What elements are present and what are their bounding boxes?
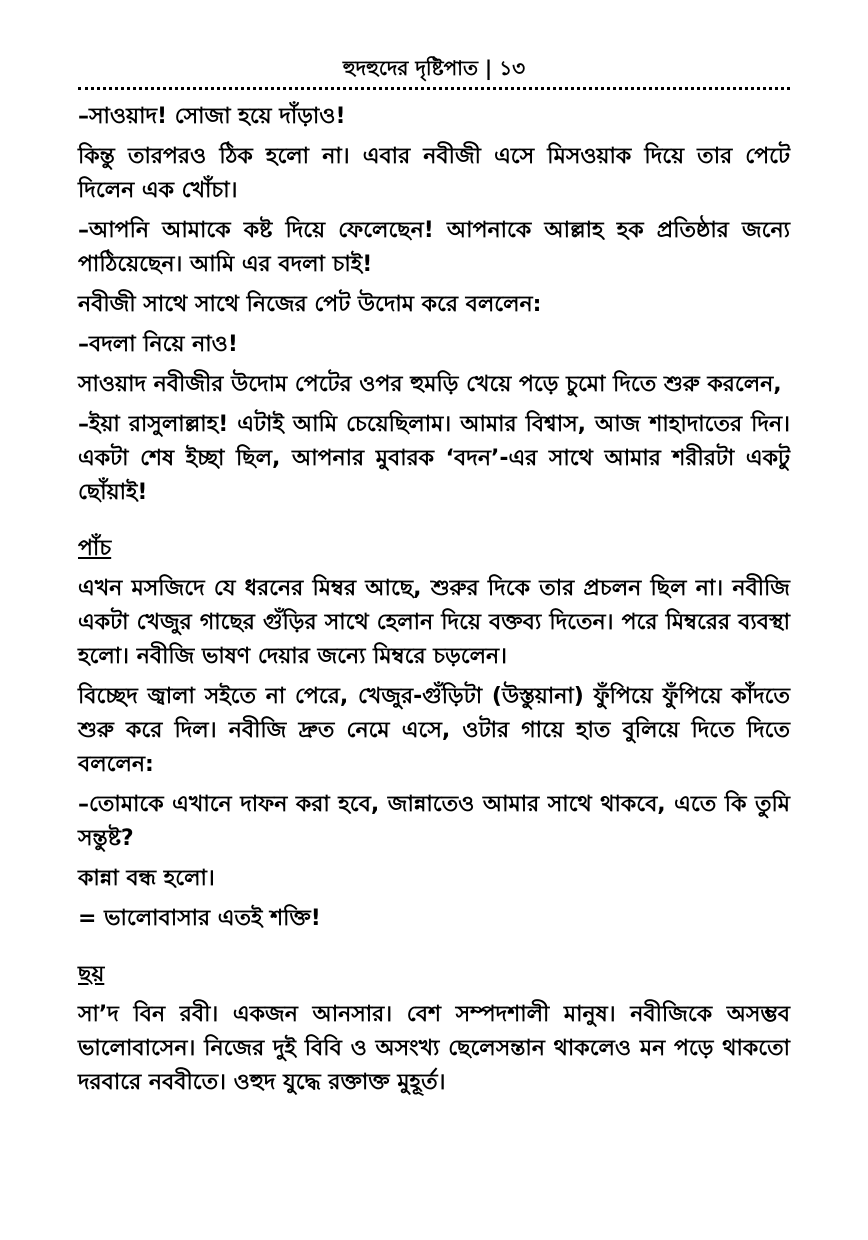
dialogue-line: –সাওয়াদ! সোজা হয়ে দাঁড়াও! bbox=[78, 104, 346, 129]
dialogue-line: –বদলা নিয়ে নাও! bbox=[78, 332, 238, 357]
paragraph: কিন্তু তারপরও ঠিক হলো না। এবার নবীজী এসে মিসওয়াক দিয়ে তার পেটে দিলেন এক খোঁচা। bbox=[78, 144, 790, 203]
dialogue-line: –তোমাকে এখানে দাফন করা হবে, জান্নাতেও আমার সাথে থাকবে, এতে কি তুমি সন্তুষ্ট? bbox=[78, 792, 790, 851]
dialogue-line: –ইয়া রাসুলাল্লাহ! এটাই আমি চেয়েছিলাম। আমার বিশ্বাস, আজ শাহাদাতের দিন। একটা শেষ ইচ্ছা ছিল, আপনার মুবারক ‘বদন’-এর সাথে আমার শরীরটা একটু ছোঁয়াই! bbox=[78, 412, 790, 505]
paragraph: নবীজী সাথে সাথে নিজের পেট উদোম করে বললেন: bbox=[78, 292, 542, 317]
section-heading: ছয় bbox=[78, 962, 105, 987]
paragraph: এখন মসজিদে যে ধরনের মিম্বর আছে, শুরুর দিকে তার প্রচলন ছিল না। নবীজি একটা খেজুর গাছের গুঁড়ির সাথে হেলান দিয়ে বক্তব্য দিতেন। পরে মিম্বরের ব্যবস্থা হলো। নবীজি ভাষণ দেয়ার জন্যে মিম্বরে চড়লেন। bbox=[78, 576, 790, 669]
section-heading: পাঁচ bbox=[78, 536, 112, 561]
page-content bbox=[78, 100, 790, 1100]
paragraph: সাওয়াদ নবীজীর উদোম পেটের ওপর হুমড়ি খেয়ে পড়ে চুমো দিতে শুরু করলেন, bbox=[78, 372, 782, 397]
paragraph: বিচ্ছেদ জ্বালা সইতে না পেরে, খেজুর-গুঁড়িটা (উস্তুয়ানা) ফুঁপিয়ে ফুঁপিয়ে কাঁদতে শুরু করে দিল। নবীজি দ্রুত নেমে এসে, ওটার গায়ে হাত বুলিয়ে দিতে দিতে বললেন: bbox=[78, 684, 790, 777]
paragraph: সা’দ বিন রবী। একজন আনসার। বেশ সম্পদশালী মানুষ। নবীজিকে অসম্ভব ভালোবাসেন। নিজের দুই বিবি ও অসংখ্য ছেলেসন্তান থাকলেও মন পড়ে থাকতো দরবারে নববীতে। ওহুদ যুদ্ধে রক্তাক্ত মুহূর্ত। bbox=[78, 1002, 790, 1095]
paragraph: = ভালোবাসার এতই শক্তি! bbox=[78, 906, 321, 931]
running-head: হুদহুদের দৃষ্টিপাত | ১৩ bbox=[78, 50, 790, 90]
book-page bbox=[78, 50, 790, 1220]
paragraph: কান্না বন্ধ হলো। bbox=[78, 866, 215, 891]
dialogue-line: –আপনি আমাকে কষ্ট দিয়ে ফেলেছেন! আপনাকে আল্লাহ হক প্রতিষ্ঠার জন্যে পাঠিয়েছেন। আমি এর বদলা চাই! bbox=[78, 218, 790, 277]
